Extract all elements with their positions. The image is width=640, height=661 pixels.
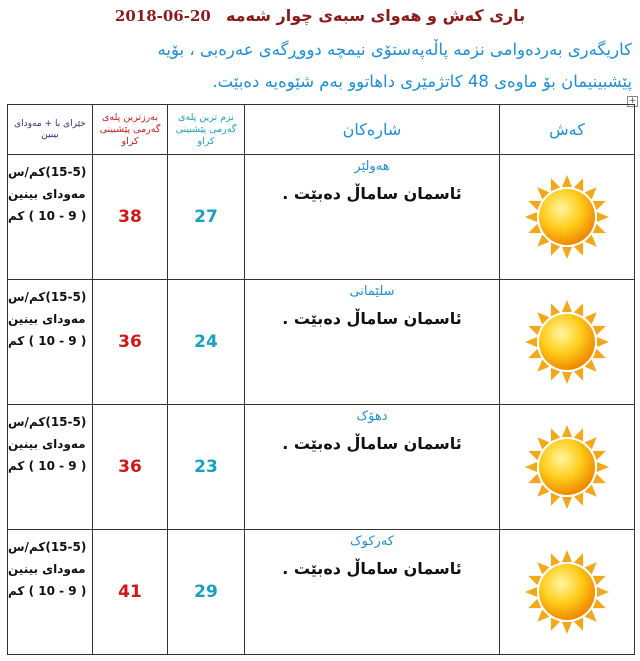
forecast-table xyxy=(7,104,635,655)
weather-icon-cell xyxy=(500,405,635,530)
city-name: هەولێر xyxy=(354,159,390,174)
city-cell xyxy=(245,280,500,405)
visibility-range: ( 9 - 10 ) کم xyxy=(8,584,87,598)
column-header-wind: خێرای با + مەودای بینین xyxy=(8,105,93,155)
column-header-cities: شارەکان xyxy=(245,105,500,155)
weather-icon-cell xyxy=(500,280,635,405)
weather-icon-cell xyxy=(500,155,635,280)
visibility-label: مەودای بینین xyxy=(8,562,86,576)
forecast-date: 2018-06-20 xyxy=(114,7,211,25)
visibility-range: ( 9 - 10 ) کم xyxy=(8,459,87,473)
wind-speed: (15-5)کم/س xyxy=(8,415,87,429)
wind-speed: (15-5)کم/س xyxy=(8,540,87,554)
weather-icon-cell xyxy=(500,530,635,655)
intro-text: کاریگەری بەردەوامی نزمە پاڵەپەستۆی نیمچە دووڕگەی عەرەبی ، بۆیە xyxy=(157,40,632,59)
sun-icon xyxy=(522,422,612,512)
page-title: باری کەش و هەوای سبەی چوار شەمە xyxy=(225,6,526,25)
page-header xyxy=(0,6,640,25)
city-name: سلێمانی xyxy=(349,284,395,299)
min-temp: 27 xyxy=(168,155,245,280)
city-cell xyxy=(245,155,500,280)
min-temp: 24 xyxy=(168,280,245,405)
visibility-label: مەودای بینین xyxy=(8,437,86,451)
max-temp: 41 xyxy=(93,530,168,655)
max-temp: 36 xyxy=(93,280,168,405)
max-temp: 38 xyxy=(93,155,168,280)
weather-condition: ئاسمان ساماڵ دەبێت . xyxy=(282,184,462,203)
visibility-range: ( 9 - 10 ) کم xyxy=(8,334,87,348)
max-temp: 36 xyxy=(93,405,168,530)
sun-icon xyxy=(522,547,612,637)
weather-condition: ئاسمان ساماڵ دەبێت . xyxy=(282,434,462,453)
table-row xyxy=(8,280,635,405)
city-name: دهۆک xyxy=(356,409,388,424)
wind-visibility-cell xyxy=(8,280,93,405)
visibility-label: مەودای بینین xyxy=(8,187,86,201)
intro-text-tail: پێشبینیمان بۆ ماوەی 48 کاتژمێری داهاتوو بەم شێوەیە دەبێت. xyxy=(212,72,632,91)
wind-visibility-cell xyxy=(8,405,93,530)
column-header-weather: کەش xyxy=(500,105,635,155)
wind-visibility-cell xyxy=(8,155,93,280)
min-temp: 29 xyxy=(168,530,245,655)
table-row xyxy=(8,530,635,655)
min-temp: 23 xyxy=(168,405,245,530)
table-header-row xyxy=(8,105,635,155)
column-header-min-temp: نزم ترین پلەی گەرمی پێشبینی کراو xyxy=(168,105,245,155)
visibility-label: مەودای بینین xyxy=(8,312,86,326)
city-cell xyxy=(245,530,500,655)
sun-icon xyxy=(522,297,612,387)
weather-condition: ئاسمان ساماڵ دەبێت . xyxy=(282,559,462,578)
table-move-handle-icon[interactable]: + xyxy=(628,96,637,106)
table-row xyxy=(8,405,635,530)
table-row xyxy=(8,155,635,280)
weather-condition: ئاسمان ساماڵ دەبێت . xyxy=(282,309,462,328)
wind-speed: (15-5)کم/س xyxy=(8,290,87,304)
city-cell xyxy=(245,405,500,530)
wind-visibility-cell xyxy=(8,530,93,655)
column-header-max-temp: بەرزترین پلەی گەرمی پێشبینی کراو xyxy=(93,105,168,155)
wind-speed: (15-5)کم/س xyxy=(8,165,87,179)
visibility-range: ( 9 - 10 ) کم xyxy=(8,209,87,223)
city-name: کەرکوک xyxy=(350,534,394,549)
sun-icon xyxy=(522,172,612,262)
